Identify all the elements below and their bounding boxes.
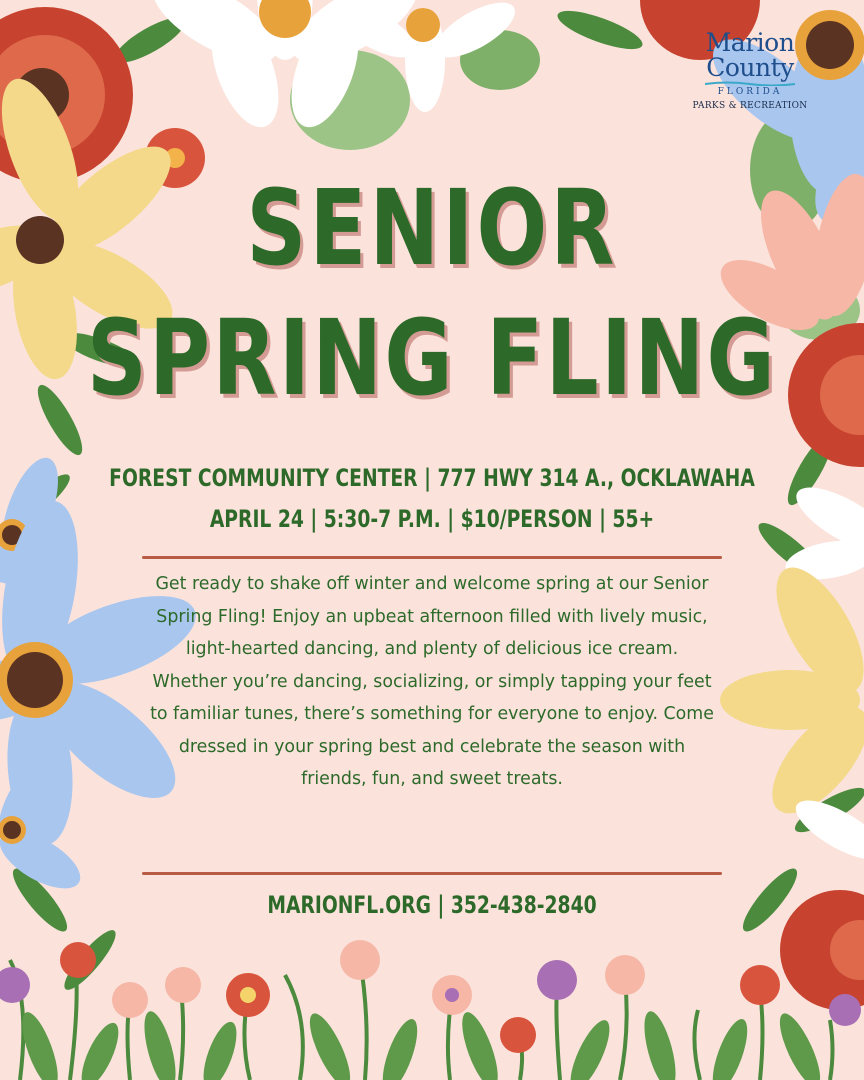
title-line-2: SPRING FLING [86, 297, 778, 419]
divider-bottom [142, 872, 722, 875]
logo-county: County [706, 53, 794, 82]
logo-parks-recreation: PARKS & RECREATION [692, 101, 808, 111]
logo-florida: FLORIDA [717, 87, 783, 97]
event-description: Get ready to shake off winter and welcome spring at our Senior Spring Fling! Enjoy an upbeat afternoon filled with lively music, light-hearted dancing, and plenty of delicious ice cream. Whether you’re dancing, socializing, or simply tapping your feet to familiar tunes, there’s something for everyone to enjoy. Come dressed in your spring best and celebrate the season with friends, fun, and sweet treats. [150, 574, 714, 789]
logo-marion: Marion [705, 28, 795, 57]
event-date-price: APRIL 24 | 5:30-7 P.M. | $10/PERSON | 55+ [209, 505, 655, 533]
contact-info: MARIONFL.ORG | 352-438-2840 [267, 891, 597, 919]
divider-top [142, 556, 722, 559]
event-location: FOREST COMMUNITY CENTER | 777 HWY 314 A., OCKLAWAHA [109, 464, 755, 492]
title-line-1: SENIOR [246, 167, 618, 289]
marion-county-logo [676, 30, 824, 111]
